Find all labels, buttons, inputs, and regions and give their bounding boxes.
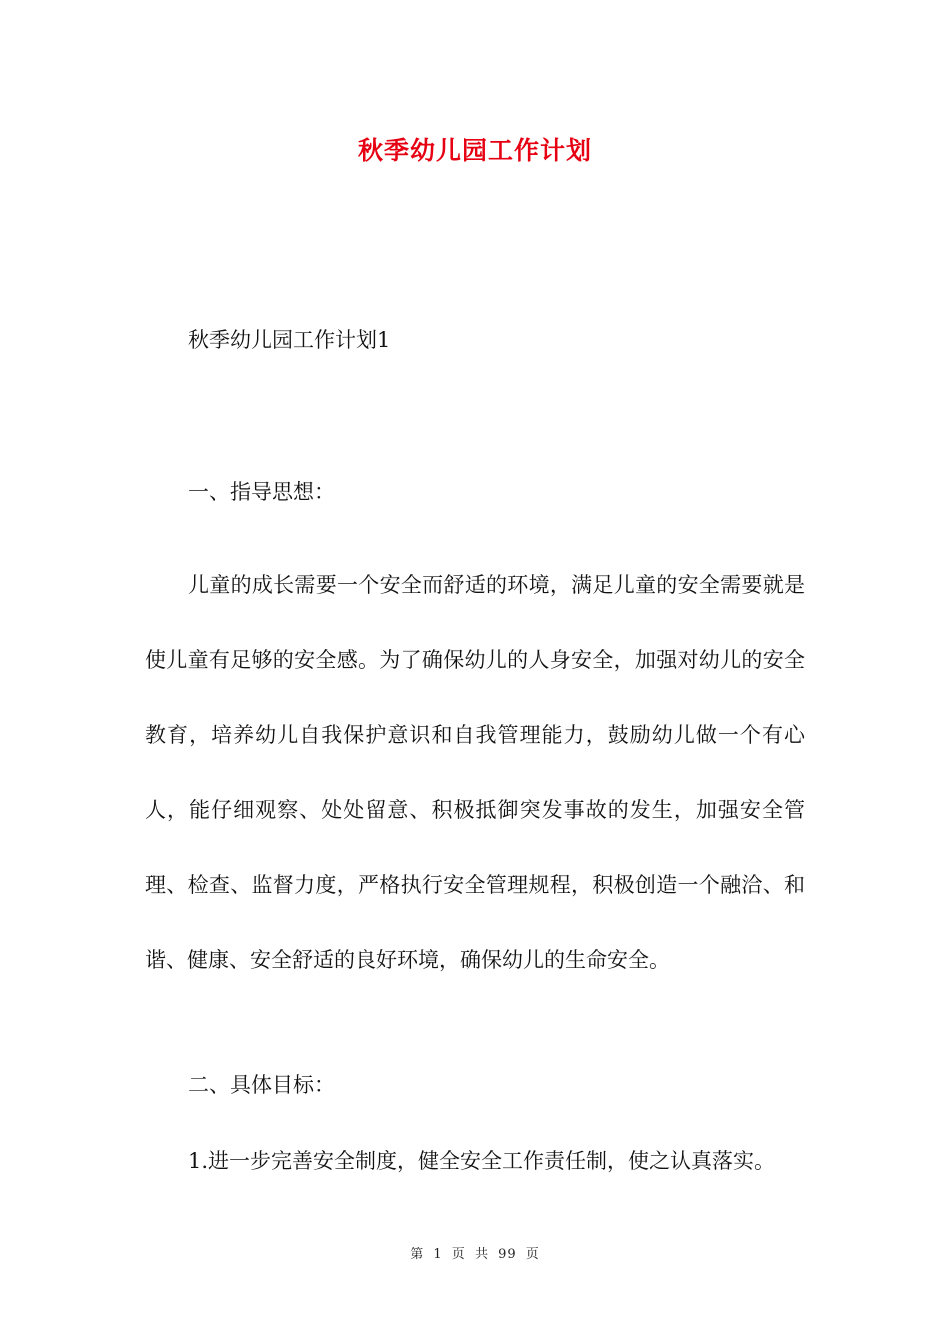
footer-suffix: 页 [525, 1247, 540, 1262]
section-heading-specific-goals: 二、具体目标： [188, 1073, 335, 1097]
goal-item-1: 1.进一步完善安全制度，健全安全工作责任制，使之认真落实。 [188, 1149, 776, 1173]
page-footer [0, 1245, 950, 1265]
guiding-ideology-paragraph: 儿童的成长需要一个安全而舒适的环境，满足儿童的安全需要就是使儿童有足够的安全感。为了确保幼儿的人身安全，加强对幼儿的安全教育，培养幼儿自我保护意识和自我管理能力，鼓励幼儿做一个有心人，能仔细观察、处处留意、积极抵御突发事故的发生，加强安全管理、检查、监督力度，严格执行安全管理规程，积极创造一个融洽、和谐、健康、安全舒适的良好环境，确保幼儿的生命安全。 [145, 573, 805, 972]
footer-page-word: 页 [451, 1247, 466, 1262]
footer-prefix: 第 [410, 1247, 425, 1262]
footer-current-page: 1 [433, 1247, 443, 1262]
document-title: 秋季幼儿园工作计划 [357, 136, 592, 165]
footer-total-pages: 99 [498, 1247, 517, 1262]
plan-subtitle: 秋季幼儿园工作计划1 [188, 328, 391, 352]
footer-total-word: 共 [474, 1247, 489, 1262]
section-heading-guiding-ideology: 一、指导思想： [188, 480, 335, 504]
